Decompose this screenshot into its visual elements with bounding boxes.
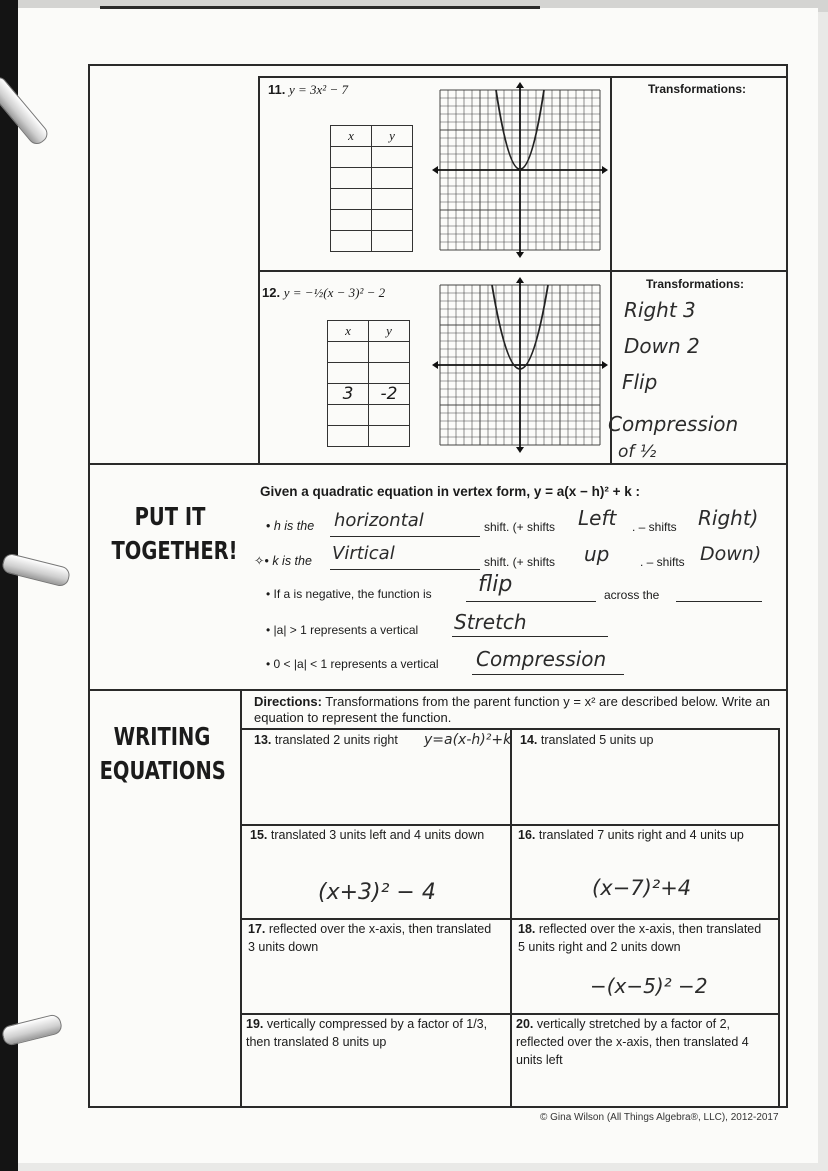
axis-arrow [432, 361, 438, 369]
y-header: y [369, 321, 410, 342]
problem-answer: −(x−5)² −2 [590, 974, 708, 998]
problem-text: translated 5 units up [540, 733, 654, 747]
problem-12-equation: y = −½(x − 3)² − 2 [283, 285, 386, 300]
problem-text: vertically compressed by a factor of 1/3, then translated 8 units up [246, 1017, 488, 1049]
bullet-a-lt1-prefix: 0 < |a| < 1 represents a vertical [273, 657, 439, 671]
problem-11-label [268, 82, 348, 98]
bullet-h-prefix: h is the [273, 519, 315, 533]
frame-bottom [88, 1106, 788, 1108]
answer-line: Right 3 [624, 298, 696, 322]
bullet-k-plus-answer: up [584, 542, 610, 566]
blank-line [330, 569, 480, 570]
vertex-form-intro: Given a quadratic equation in vertex form, y = a(x − h)² + k : [260, 484, 640, 499]
problem-number: 15. [250, 828, 268, 842]
problem-12-x-value: 3 [328, 384, 369, 405]
bullet-a-neg-suffix: across the [604, 588, 660, 602]
bullet-h-answer: horizontal [334, 510, 424, 531]
problem-11-graph [430, 80, 610, 270]
heading-line: TOGETHER! [111, 536, 238, 565]
axis-arrow [602, 166, 608, 174]
axis-arrow [516, 252, 524, 258]
bullet-h-plus-answer: Left [578, 506, 617, 530]
problem-11-xy-table [330, 125, 413, 252]
directions-text: Transformations from the parent function y = x² are described below. Write an equation to represent the function. [254, 694, 771, 725]
problem-text: translated 3 units left and 4 units down [270, 828, 485, 842]
blank-line [472, 674, 624, 675]
section-divider-2 [88, 689, 788, 691]
problem-12-y-value: -2 [369, 384, 410, 405]
problems-right [778, 728, 780, 1106]
bullet-k-mid2: . – shifts [640, 555, 685, 569]
bullet-a-gt1-answer: Stretch [454, 610, 527, 634]
problem-answer: (x+3)² − 4 [318, 880, 436, 905]
problem-text: reflected over the x-axis, then translated 5 units right and 2 units down [518, 922, 762, 954]
frame-right [786, 64, 788, 1107]
problem-12-number: 12. [262, 285, 281, 300]
answer-line: Flip [622, 370, 658, 394]
problem-12-xy-table [327, 320, 410, 447]
problem-11-equation: y = 3x² − 7 [288, 82, 348, 97]
put-it-together-heading [111, 500, 238, 568]
bullet-k-mid: shift. (+ shifts [484, 555, 556, 569]
row12-top [258, 270, 788, 272]
problem-number: 19. [246, 1017, 264, 1031]
bullet-h-mid: shift. (+ shifts [484, 520, 556, 534]
x-header: x [331, 126, 372, 147]
axis-arrow [432, 166, 438, 174]
problem-11-number: 11. [268, 82, 286, 97]
bullet-h-mid2: . – shifts [632, 520, 677, 534]
heading-line: PUT IT [134, 502, 206, 531]
axis-arrow [516, 447, 524, 453]
blank-line [676, 601, 762, 602]
bullet-k-minus-answer: Down) [700, 543, 762, 565]
writing-column-divider [240, 689, 242, 1107]
frame-top [88, 64, 788, 66]
problem-12-label [262, 285, 385, 301]
problem-number: 16. [518, 828, 536, 842]
blank-line [330, 536, 480, 537]
bullet-k-prefix: k is the [272, 554, 312, 568]
problem-text: translated 7 units right and 4 units up [538, 828, 744, 842]
directions [254, 694, 774, 726]
copyright-footer: © Gina Wilson (All Things Algebra®, LLC), 2012-2017 [540, 1112, 779, 1123]
bullet-a-gt1-prefix: |a| > 1 represents a vertical [273, 623, 419, 637]
bullet-a-lt1-answer: Compression [476, 647, 607, 671]
x-header: x [328, 321, 369, 342]
heading-line: EQUATIONS [99, 756, 226, 785]
problem-number: 17. [248, 922, 266, 936]
directions-label: Directions: [254, 694, 322, 709]
answer-line: Compression [608, 412, 739, 436]
heading-line: WRITING [113, 722, 211, 751]
answer-line: of ½ [618, 442, 657, 462]
bullet-h-minus-answer: Right) [698, 506, 759, 530]
problem-text: reflected over the x-axis, then translated 3 units down [248, 922, 492, 954]
problems-mid-divider [510, 728, 512, 1106]
problem-text: vertically stretched by a factor of 2, reflected over the x-axis, then translated 4 units left [516, 1017, 749, 1067]
answer-line: Down 2 [624, 334, 700, 358]
binder-edge [0, 0, 18, 1171]
axis-arrow [516, 82, 524, 88]
writing-equations-heading [100, 720, 225, 788]
problem-answer: (x−7)²+4 [592, 876, 692, 900]
problem-answer: y=a(x-h)²+k [424, 732, 512, 748]
axis-arrow [602, 361, 608, 369]
page-top-shadow [100, 6, 540, 9]
problem-12-transformations-label: Transformations: [646, 277, 745, 291]
problem-number: 14. [520, 733, 538, 747]
blank-line [452, 636, 608, 637]
axis-arrow [516, 277, 524, 283]
frame-left [88, 64, 90, 1107]
bullet-a-neg-prefix: If a is negative, the function is [273, 587, 432, 601]
y-header: y [372, 126, 413, 147]
problem-11-transformations-label: Transformations: [648, 82, 747, 96]
bullet-k-answer: Virtical [332, 543, 395, 564]
problem-text: translated 2 units right [274, 733, 398, 747]
problem-number: 20. [516, 1017, 534, 1031]
row11-top [258, 76, 788, 78]
bullet-a-neg-answer: flip [478, 572, 513, 597]
problem-number: 13. [254, 733, 272, 747]
problem-number: 18. [518, 922, 536, 936]
blank-line [466, 601, 596, 602]
problem-12-graph [430, 275, 610, 465]
